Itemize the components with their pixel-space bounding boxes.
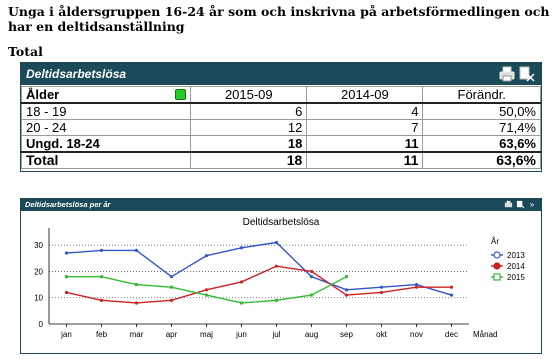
clear-selection-icon[interactable] — [519, 65, 535, 82]
data-point-2013[interactable] — [450, 293, 453, 296]
x-tick-label[interactable]: maj — [200, 330, 213, 339]
cell-2014: 11 — [307, 136, 423, 153]
data-point-2014[interactable] — [100, 299, 103, 302]
data-point-2014[interactable] — [310, 270, 313, 273]
legend-entry-2015[interactable]: 2015 — [507, 273, 525, 282]
cell-2014: 7 — [307, 120, 423, 136]
line-chart — [21, 212, 541, 352]
x-tick-label[interactable]: feb — [95, 330, 108, 339]
cell-2014: 4 — [307, 103, 423, 120]
legend-marker-icon — [494, 263, 500, 269]
series-line-2013 — [67, 243, 452, 296]
data-point-2015[interactable] — [100, 275, 103, 278]
table-row-subtotal — [22, 136, 541, 153]
chart-panel-titlebar — [21, 199, 541, 211]
x-tick-label[interactable]: jul — [272, 330, 281, 339]
y-tick-label: 30 — [34, 241, 43, 251]
data-point-2014[interactable] — [415, 286, 418, 289]
row-label: Total — [22, 152, 191, 169]
data-point-2014[interactable] — [65, 291, 68, 294]
data-point-2014[interactable] — [135, 301, 138, 304]
data-point-2013[interactable] — [380, 286, 383, 289]
table-header-row — [22, 87, 541, 104]
y-tick-label: 10 — [34, 293, 43, 303]
data-point-2015[interactable] — [205, 294, 208, 297]
cell-2014: 11 — [307, 152, 423, 169]
row-label[interactable]: 18 - 19 — [22, 103, 191, 120]
data-point-2013[interactable] — [275, 241, 278, 244]
x-tick-label[interactable]: sep — [340, 330, 353, 339]
data-point-2014[interactable] — [170, 299, 173, 302]
table-row[interactable] — [22, 103, 541, 120]
table-panel-title: Deltidsarbetslösa — [26, 67, 127, 81]
clear-selection-icon[interactable] — [515, 199, 525, 210]
cell-2015: 6 — [191, 103, 307, 120]
print-icon[interactable] — [503, 199, 513, 210]
data-point-2013[interactable] — [135, 249, 138, 252]
data-point-2014[interactable] — [205, 288, 208, 291]
y-tick-label: 20 — [34, 267, 43, 277]
chart-panel-title: Deltidsarbetslösa per år — [25, 200, 111, 209]
column-header-forandr[interactable]: Förändr. — [423, 87, 541, 104]
table-row[interactable] — [22, 120, 541, 136]
data-point-2014[interactable] — [275, 265, 278, 268]
x-tick-label[interactable]: aug — [304, 330, 319, 339]
x-tick-label[interactable]: jan — [61, 330, 72, 339]
cell-change: 71,4% — [423, 120, 541, 136]
data-point-2015[interactable] — [65, 275, 68, 278]
legend-marker-icon — [494, 252, 500, 258]
row-label: Ungd. 18-24 — [22, 136, 191, 153]
x-tick-label[interactable]: dec — [445, 330, 458, 339]
data-point-2014[interactable] — [345, 293, 348, 296]
data-point-2015[interactable] — [345, 275, 348, 278]
data-point-2014[interactable] — [240, 280, 243, 283]
cell-change: 63,6% — [423, 136, 541, 153]
data-point-2015[interactable] — [310, 294, 313, 297]
data-point-2013[interactable] — [205, 254, 208, 257]
page-heading: Unga i åldersgruppen 16-24 år som och inskrivna på arbetsförmedlingen och har en deltidsanställning — [8, 4, 550, 34]
legend-marker-icon — [494, 274, 500, 280]
x-axis-label: Månad — [473, 330, 498, 339]
more-icon[interactable]: » — [529, 200, 535, 209]
chart-title: Deltidsarbetslösa — [242, 217, 320, 228]
x-tick-label[interactable]: apr — [165, 330, 178, 339]
cell-change: 50,0% — [423, 103, 541, 120]
data-point-2015[interactable] — [275, 299, 278, 302]
data-point-2014[interactable] — [450, 286, 453, 289]
legend-entry-2013[interactable]: 2013 — [507, 251, 525, 260]
x-tick-label[interactable]: mar — [129, 330, 144, 339]
cell-change: 63,6% — [423, 152, 541, 169]
table-panel-titlebar — [21, 63, 541, 85]
data-point-2013[interactable] — [310, 275, 313, 278]
data-table — [21, 86, 541, 169]
row-label[interactable]: 20 - 24 — [22, 120, 191, 136]
x-tick-label[interactable]: jun — [236, 330, 247, 339]
column-header-alder[interactable]: Ålder — [22, 87, 191, 104]
print-icon[interactable] — [499, 65, 515, 82]
data-point-2015[interactable] — [135, 283, 138, 286]
x-tick-label[interactable]: okt — [376, 330, 387, 339]
x-tick-label[interactable]: nov — [410, 330, 423, 339]
table-panel — [20, 62, 542, 172]
page-subheading: Total — [8, 44, 43, 59]
column-header-2015-09[interactable]: 2015-09 — [191, 87, 307, 104]
cell-2015: 18 — [191, 136, 307, 153]
chart-panel — [20, 198, 542, 354]
cell-2015: 18 — [191, 152, 307, 169]
data-point-2014[interactable] — [380, 291, 383, 294]
selection-indicator-icon — [175, 89, 186, 100]
table-row-total — [22, 152, 541, 169]
legend-entry-2014[interactable]: 2014 — [507, 262, 525, 271]
data-point-2013[interactable] — [170, 275, 173, 278]
cell-2015: 12 — [191, 120, 307, 136]
data-point-2013[interactable] — [65, 251, 68, 254]
data-point-2013[interactable] — [345, 288, 348, 291]
y-tick-label: 0 — [38, 320, 43, 329]
legend-title: År — [491, 237, 499, 246]
data-point-2015[interactable] — [240, 301, 243, 304]
data-point-2015[interactable] — [170, 286, 173, 289]
data-point-2013[interactable] — [100, 249, 103, 252]
data-point-2013[interactable] — [240, 246, 243, 249]
column-header-2014-09[interactable]: 2014-09 — [307, 87, 423, 104]
